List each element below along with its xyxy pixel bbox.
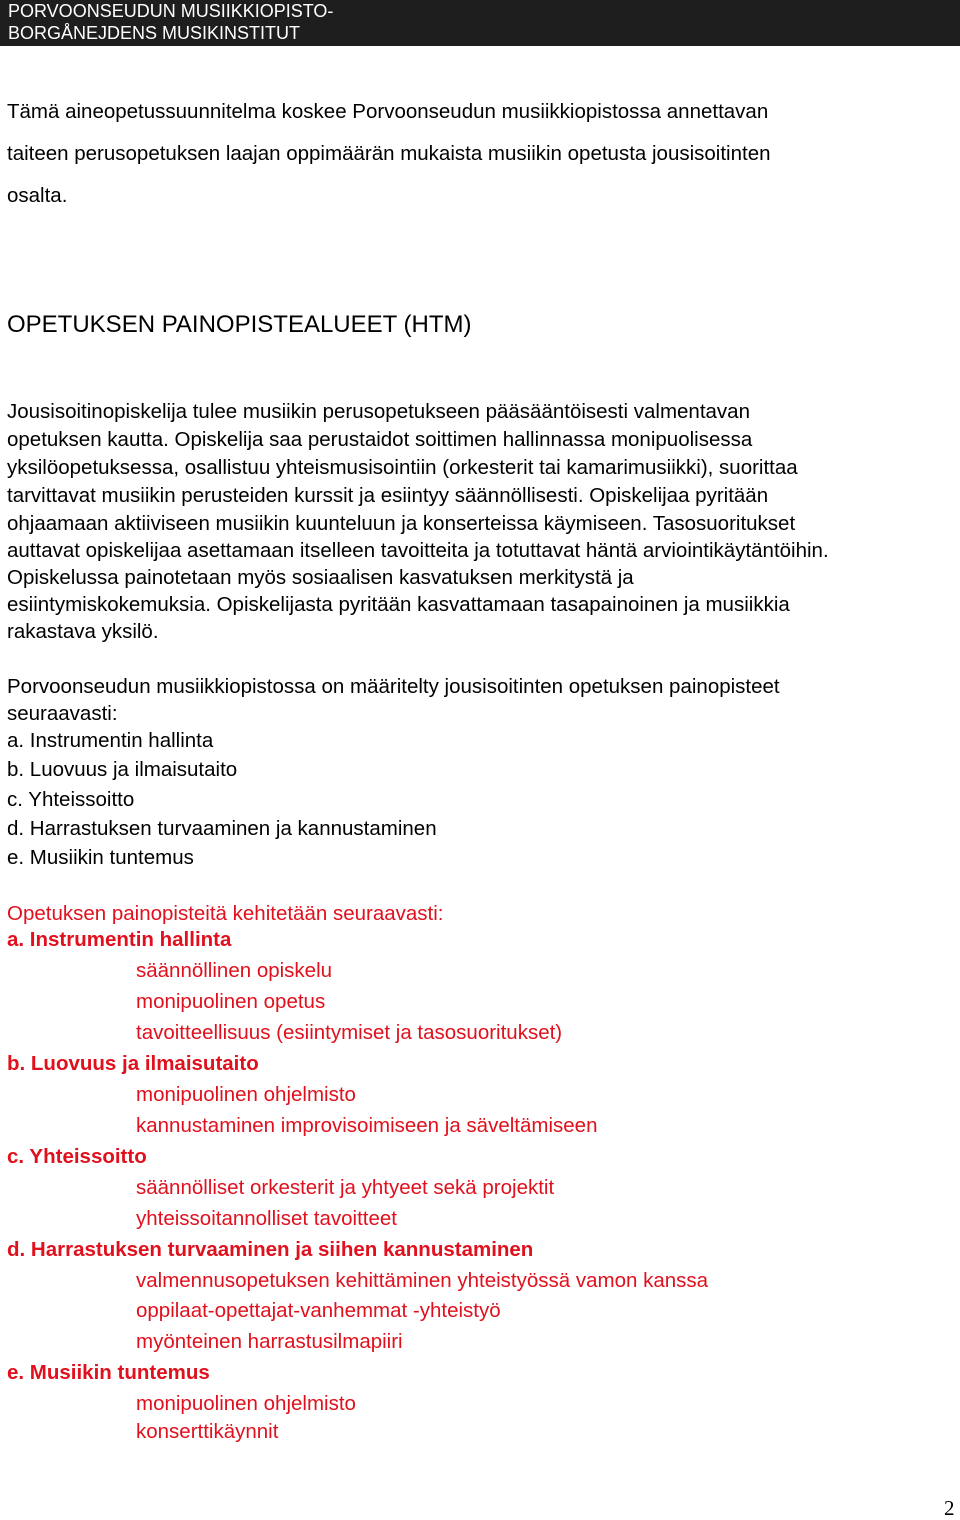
development-heading-d: d. Harrastuksen turvaaminen ja siihen kannustaminen (7, 1238, 534, 1261)
development-item: monipuolinen ohjelmisto (136, 1083, 356, 1106)
page-number: 2 (944, 1496, 955, 1520)
development-item: monipuolinen opetus (136, 990, 326, 1013)
development-item: tavoitteellisuus (esiintymiset ja tasosuoritukset) (136, 1021, 563, 1044)
section-title: OPETUKSEN PAINOPISTEALUEET (HTM) (7, 311, 472, 338)
development-item: säännöllinen opiskelu (136, 959, 333, 982)
development-intro: Opetuksen painopisteitä kehitetään seuraavasti: (7, 902, 444, 925)
intro-line: Tämä aineopetussuunnitelma koskee Porvoonseudun musiikkiopistossa annettavan (7, 100, 769, 123)
development-item: monipuolinen ohjelmisto (136, 1392, 356, 1415)
development-item: oppilaat-opettajat-vanhemmat -yhteistyö (136, 1299, 501, 1322)
development-item: säännölliset orkesterit ja yhtyeet sekä projektit (136, 1176, 555, 1199)
body-line: ohjaamaan aktiiviseen musiikin kuunteluun ja konserteissa käymiseen. Tasosuoritukset (7, 512, 796, 535)
header-institution-sv: BORGÅNEJDENS MUSIKINSTITUT (8, 23, 301, 43)
focus-list-item: d. Harrastuksen turvaaminen ja kannustaminen (7, 817, 437, 840)
header-institution-fi: PORVOONSEUDUN MUSIIKKIOPISTO- (8, 1, 334, 21)
development-heading-a: a. Instrumentin hallinta (7, 928, 232, 951)
document-header (0, 0, 960, 46)
intro-line: taiteen perusopetuksen laajan oppimäärän mukaista musiikin opetusta jousisoitinten (7, 142, 771, 165)
body-line: tarvittavat musiikin perusteiden kurssit ja esiintyy säännöllisesti. Opiskelijaa pyritään (7, 484, 769, 507)
development-heading-e: e. Musiikin tuntemus (7, 1361, 210, 1384)
focus-list-item: e. Musiikin tuntemus (7, 846, 194, 869)
focus-list-item: b. Luovuus ja ilmaisutaito (7, 758, 238, 781)
intro-line: osalta. (7, 184, 68, 207)
body-line: rakastava yksilö. (7, 620, 159, 643)
focus-intro-line: Porvoonseudun musiikkiopistossa on määritelty jousisoitinten opetuksen painopisteet (7, 675, 780, 698)
development-item: myönteinen harrastusilmapiiri (136, 1330, 403, 1353)
development-item: kannustaminen improvisoimiseen ja säveltämiseen (136, 1114, 598, 1137)
development-heading-b: b. Luovuus ja ilmaisutaito (7, 1052, 259, 1075)
focus-list-item: a. Instrumentin hallinta (7, 729, 214, 752)
development-item: yhteissoitannolliset tavoitteet (136, 1207, 397, 1230)
body-line: esiintymiskokemuksia. Opiskelijasta pyritään kasvattamaan tasapainoinen ja musiikkia (7, 593, 790, 616)
body-line: auttavat opiskelijaa asettamaan itselleen tavoitteita ja totuttavat häntä arviointikäytäntöihin. (7, 539, 829, 562)
body-line: opetuksen kautta. Opiskelija saa perustaidot soittimen hallinnassa monipuolisessa (7, 428, 753, 451)
focus-intro-line: seuraavasti: (7, 702, 118, 725)
body-line: Opiskelussa painotetaan myös sosiaalisen kasvatuksen merkitystä ja (7, 566, 634, 589)
development-item: konserttikäynnit (136, 1420, 279, 1443)
focus-list-item: c. Yhteissoitto (7, 788, 135, 811)
development-heading-c: c. Yhteissoitto (7, 1145, 147, 1168)
body-line: yksilöopetuksessa, osallistuu yhteismusisointiin (orkesterit tai kamarimusiikki), suorittaa (7, 456, 798, 479)
body-line: Jousisoitinopiskelija tulee musiikin perusopetukseen pääsääntöisesti valmentavan (7, 400, 750, 423)
development-item: valmennusopetuksen kehittäminen yhteistyössä vamon kanssa (136, 1269, 709, 1292)
